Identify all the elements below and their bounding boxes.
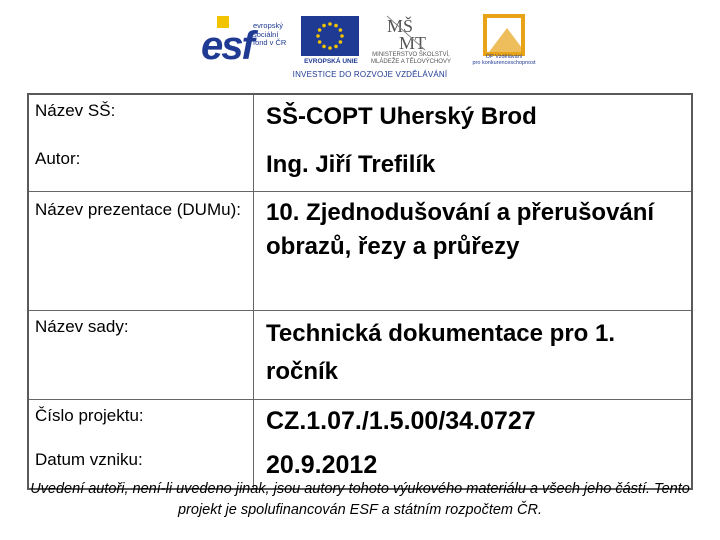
op-label-line: pro konkurenceschopnost [472,60,536,66]
table-row [28,311,692,400]
table-row [28,143,692,192]
esf-logo [199,14,295,70]
footer-note: Uvedení autoři, není-li uvedeno jinak, jsou autory tohoto výukového materiálu a všech jeho částí. Tento projekt je spolufinancován ESF a státním rozpočtem ČR. [30,481,690,518]
info-table [27,93,693,490]
esf-logo-letters: esf [201,24,253,68]
table-row [28,400,692,445]
table-row [28,192,692,311]
logo-bar [195,8,535,82]
invest-banner-text: INVESTICE DO ROZVOJE VZDĚLÁVÁNÍ [292,70,448,79]
esf-text-line: fond v ČR [253,38,287,47]
row-value: Ing. Jiří Trefilík [254,143,693,192]
svg-text:MT: MT [399,33,426,52]
row-label: Název sady: [28,311,254,400]
msmt-label [363,52,459,66]
msmt-label-line: MINISTERSTVO ŠKOLSTVÍ, [372,52,450,58]
table-row [28,94,692,143]
msmt-label-line: MLÁDEŽE A TĚLOVÝCHOVY [371,59,451,65]
row-value: SŠ-COPT Uherský Brod [254,94,693,143]
svg-text:MŠ: MŠ [387,16,414,36]
esf-logo-text [253,22,286,48]
row-value: 20.9.2012 [254,444,693,489]
row-label: Název prezentace (DUMu): [28,192,254,311]
row-value: Technická dokumentace pro 1. ročník [254,311,693,400]
row-value: 10. Zjednodušování a přerušování obrazů, řezy a průřezy [254,192,693,311]
row-label: Název SŠ: [28,94,254,143]
row-label: Datum vzniku: [28,444,254,489]
row-label: Autor: [28,143,254,192]
eu-flag-icon [301,16,359,56]
op-label-line: OP Vzdělávání [485,54,523,60]
eu-label: EVROPSKÁ UNIE [304,58,358,65]
esf-text-line: sociální [253,29,279,39]
esf-text-line: evropský [253,21,284,30]
op-label [471,54,537,66]
msmt-logo-icon [385,12,429,52]
row-value: CZ.1.07./1.5.00/34.0727 [254,400,693,445]
row-label: Číslo projektu: [28,400,254,445]
